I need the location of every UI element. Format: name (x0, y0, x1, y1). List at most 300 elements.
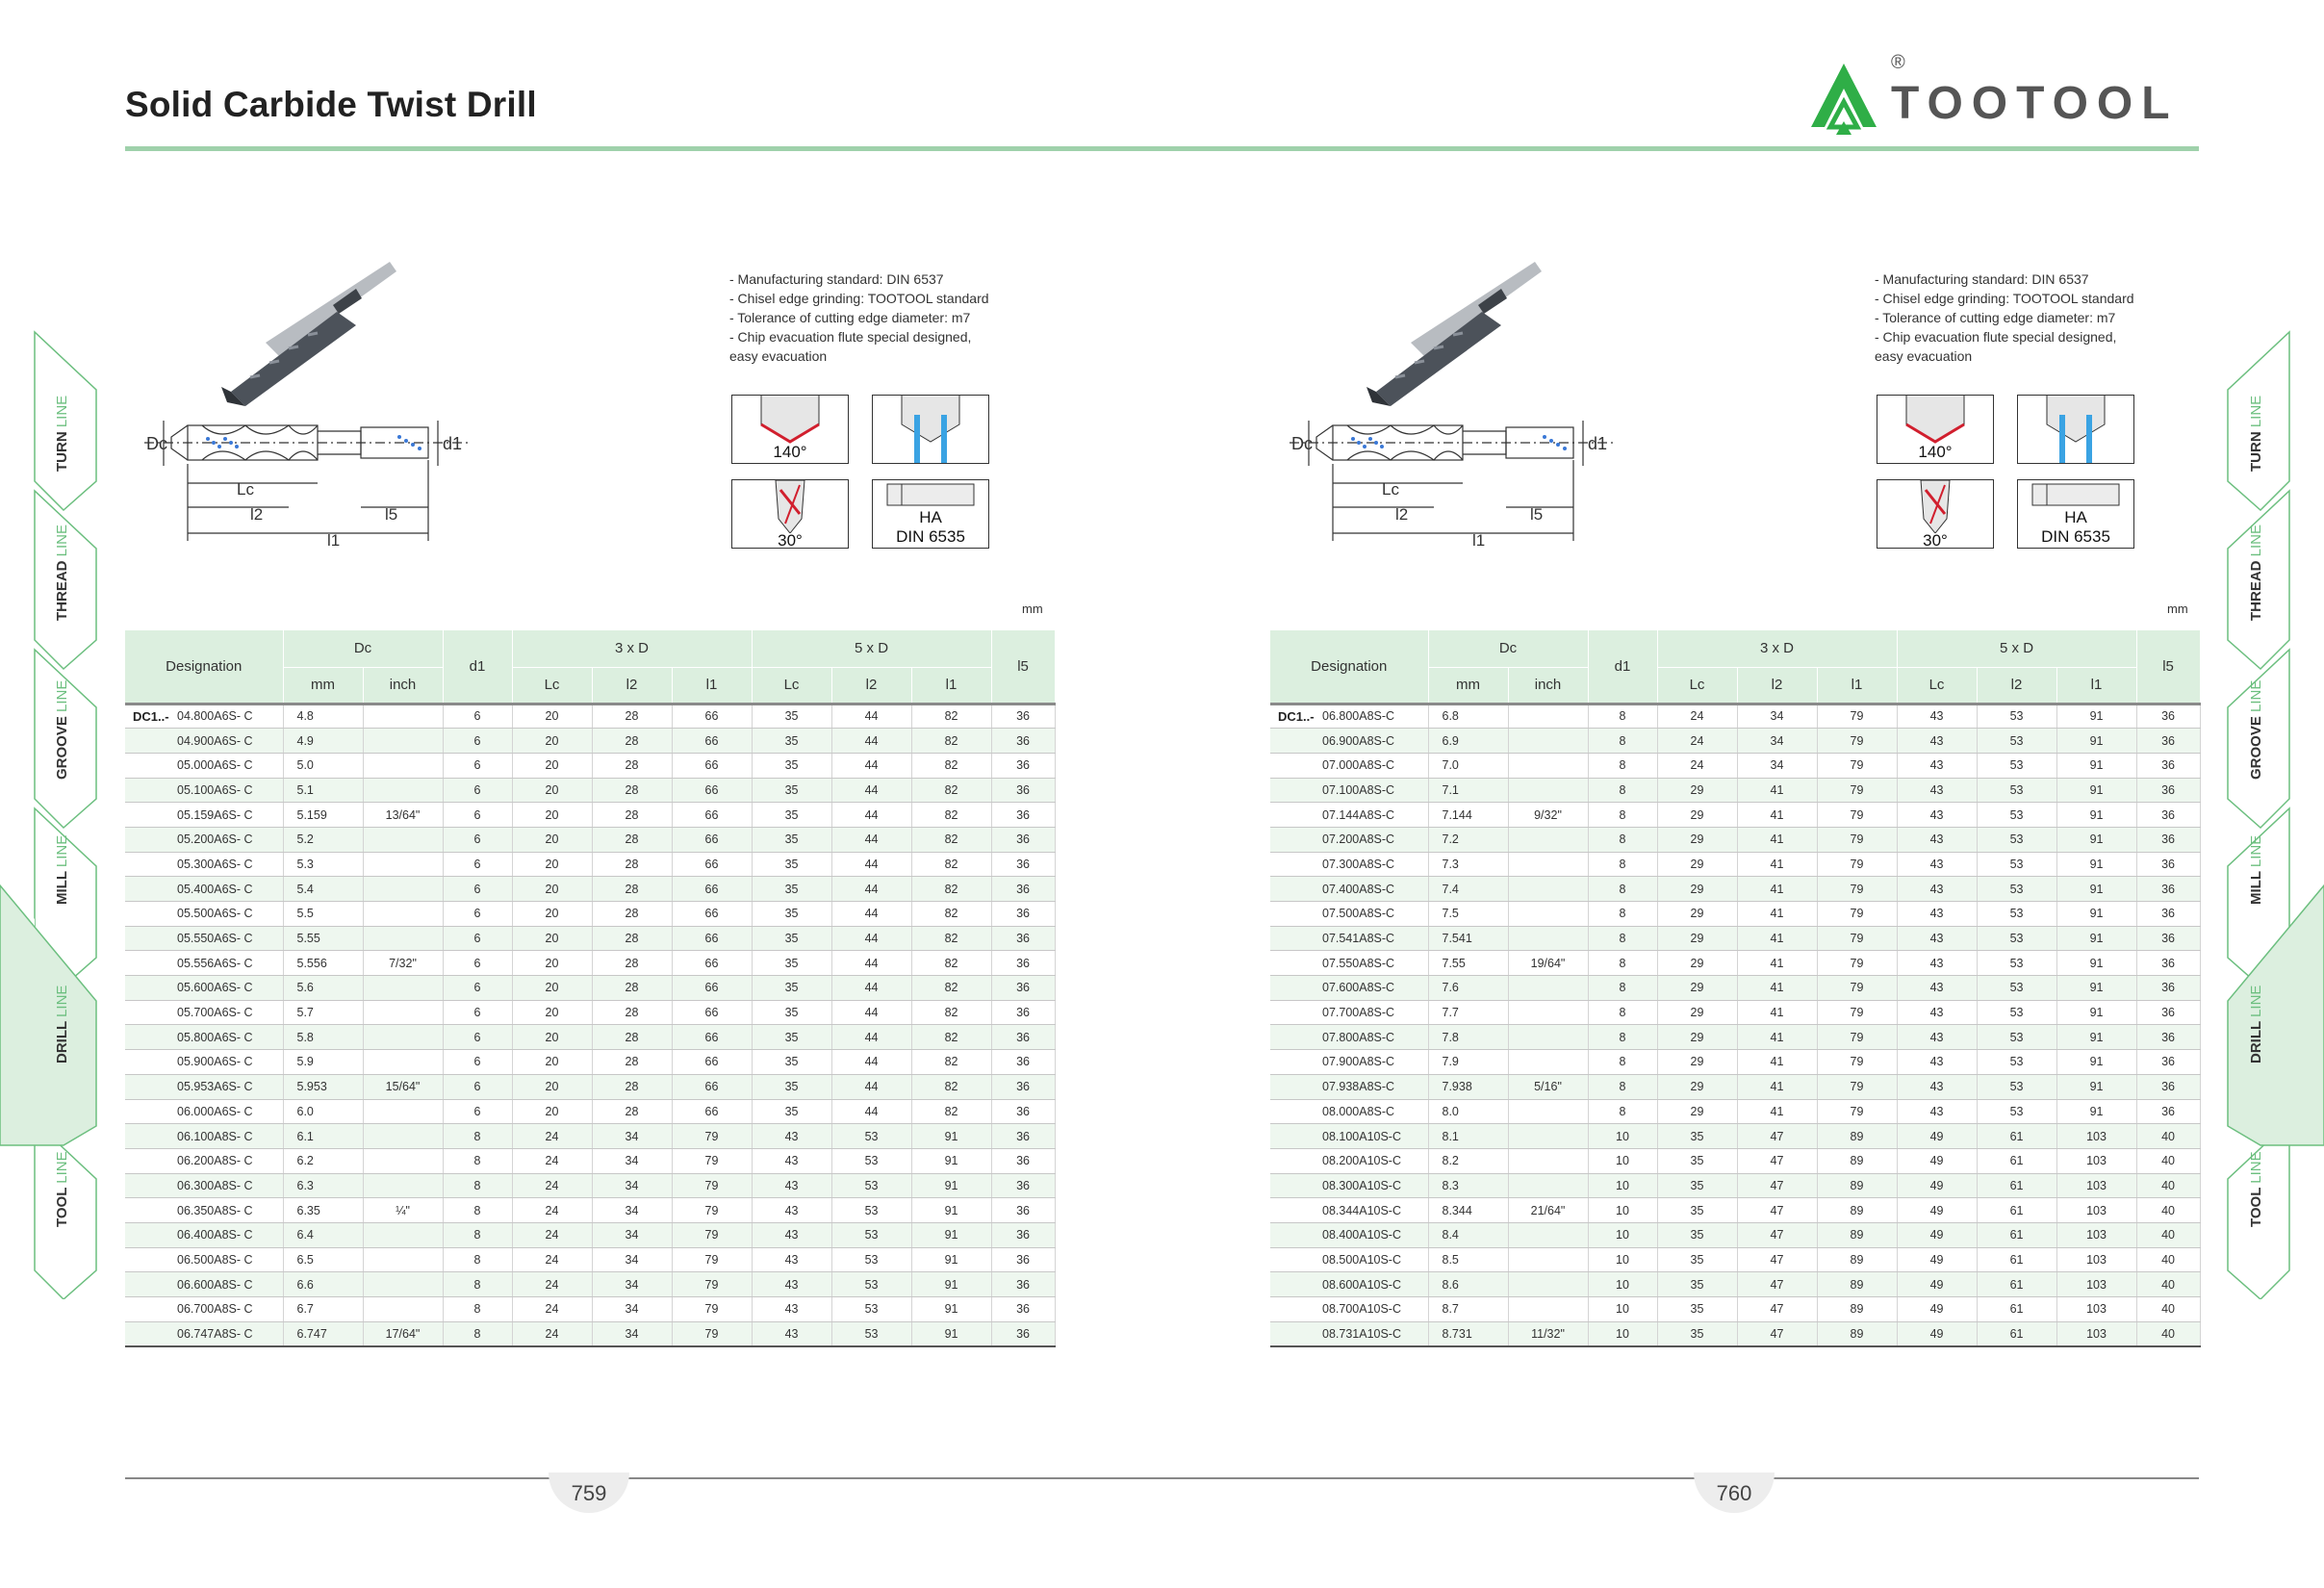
cell-l5: 36 (991, 803, 1055, 828)
table-row (125, 803, 1055, 828)
cell-dc-inch (1508, 1148, 1588, 1173)
cell-l5: 36 (991, 753, 1055, 778)
cell-designation: 05.000A6S- C (173, 753, 283, 778)
cell-l1-3xd: 89 (1817, 1247, 1897, 1272)
cell-l5: 40 (2136, 1198, 2200, 1223)
side-tab-groove-line[interactable] (54, 679, 117, 837)
cell-dc-inch (1508, 852, 1588, 877)
cell-lc-5xd: 35 (752, 1025, 831, 1050)
cell-lc-5xd: 35 (752, 902, 831, 927)
cell-l1-5xd: 91 (2056, 1050, 2136, 1075)
cell-l5: 36 (991, 877, 1055, 902)
cell-lc-5xd: 43 (1897, 1074, 1977, 1099)
cell-l2-3xd: 28 (592, 1050, 672, 1075)
table-row (125, 1000, 1055, 1025)
designation-prefix (125, 976, 173, 1001)
header-lc: Lc (1897, 667, 1977, 704)
cell-dc-mm: 6.6 (283, 1272, 363, 1297)
cell-l1-3xd: 79 (1817, 1000, 1897, 1025)
cell-l2-3xd: 28 (592, 753, 672, 778)
cell-dc-inch (1508, 926, 1588, 951)
dim-lc-label: Lc (237, 480, 254, 499)
header-l5: l5 (2136, 630, 2200, 704)
cell-dc-mm: 5.5 (283, 902, 363, 927)
designation-prefix (125, 1222, 173, 1247)
cell-l2-5xd: 53 (831, 1297, 911, 1322)
cell-dc-inch (363, 852, 443, 877)
cell-l2-3xd: 28 (592, 902, 672, 927)
cell-d1: 6 (443, 1099, 512, 1124)
helix-angle-30-icon (731, 479, 849, 549)
table-row (125, 926, 1055, 951)
table-row (125, 976, 1055, 1001)
cell-l2-3xd: 28 (592, 778, 672, 803)
cell-lc-3xd: 35 (1657, 1148, 1737, 1173)
cell-designation: 07.541A8S-C (1318, 926, 1428, 951)
cell-designation: 05.400A6S- C (173, 877, 283, 902)
cell-dc-inch: 17/64" (363, 1321, 443, 1346)
cell-dc-inch (1508, 1099, 1588, 1124)
cell-l1-5xd: 82 (911, 778, 991, 803)
cell-d1: 8 (443, 1173, 512, 1198)
cell-d1: 6 (443, 1025, 512, 1050)
cell-l2-5xd: 44 (831, 778, 911, 803)
cell-l1-3xd: 89 (1817, 1148, 1897, 1173)
cell-l2-3xd: 28 (592, 704, 672, 729)
cell-dc-inch (363, 976, 443, 1001)
cell-l1-5xd: 103 (2056, 1173, 2136, 1198)
dim-l2-label: l2 (1395, 505, 1409, 524)
cell-l1-5xd: 91 (911, 1222, 991, 1247)
cell-l1-5xd: 82 (911, 803, 991, 828)
cell-dc-inch (1508, 827, 1588, 852)
cell-dc-mm: 8.6 (1428, 1272, 1508, 1297)
cell-dc-inch (1508, 877, 1588, 902)
cell-lc-5xd: 43 (1897, 951, 1977, 976)
cell-designation: 07.700A8S-C (1318, 1000, 1428, 1025)
cell-dc-inch (363, 1148, 443, 1173)
designation-prefix (125, 778, 173, 803)
cell-l5: 36 (2136, 877, 2200, 902)
cell-l2-5xd: 53 (1977, 1050, 2056, 1075)
cell-dc-inch: 7/32" (363, 951, 443, 976)
header-3xd: 3 x D (1657, 630, 1897, 667)
cell-designation: 06.747A8S- C (173, 1321, 283, 1346)
designation-prefix (1270, 1000, 1318, 1025)
tab-label-bold: MILL (2248, 871, 2264, 905)
cell-lc-5xd: 43 (1897, 852, 1977, 877)
cell-l2-5xd: 61 (1977, 1321, 2056, 1346)
cell-l1-5xd: 91 (911, 1148, 991, 1173)
cell-d1: 6 (443, 1000, 512, 1025)
cell-lc-3xd: 29 (1657, 976, 1737, 1001)
cell-l2-5xd: 44 (831, 1099, 911, 1124)
table-row (1270, 1321, 2200, 1346)
cell-lc-5xd: 35 (752, 704, 831, 729)
designation-prefix (1270, 852, 1318, 877)
dim-dc-label: Dc (146, 434, 167, 453)
cell-l2-5xd: 53 (1977, 1025, 2056, 1050)
cell-dc-inch (1508, 902, 1588, 927)
table-row (1270, 827, 2200, 852)
table-row (125, 1148, 1055, 1173)
header-l5: l5 (991, 630, 1055, 704)
cell-designation: 05.159A6S- C (173, 803, 283, 828)
cell-l1-5xd: 91 (911, 1321, 991, 1346)
cell-l1-5xd: 82 (911, 877, 991, 902)
table-row (125, 778, 1055, 803)
cell-l2-3xd: 34 (592, 1124, 672, 1149)
designation-prefix (125, 1050, 173, 1075)
cell-designation: 07.600A8S-C (1318, 976, 1428, 1001)
tab-label-bold: TURN (54, 431, 70, 472)
cell-lc-5xd: 49 (1897, 1247, 1977, 1272)
cell-l2-5xd: 53 (1977, 926, 2056, 951)
cell-dc-inch: 15/64" (363, 1074, 443, 1099)
cell-designation: 08.500A10S-C (1318, 1247, 1428, 1272)
cell-d1: 10 (1588, 1321, 1657, 1346)
cell-d1: 8 (443, 1272, 512, 1297)
cell-designation: 05.550A6S- C (173, 926, 283, 951)
spec-table-left (125, 630, 1056, 1347)
cell-lc-5xd: 35 (752, 1000, 831, 1025)
cell-lc-5xd: 43 (1897, 1000, 1977, 1025)
cell-l1-5xd: 82 (911, 1050, 991, 1075)
table-row (125, 1173, 1055, 1198)
cell-lc-3xd: 29 (1657, 902, 1737, 927)
cell-lc-3xd: 20 (512, 1025, 592, 1050)
cell-l1-3xd: 66 (672, 1000, 752, 1025)
cell-l2-5xd: 44 (831, 827, 911, 852)
cell-l1-3xd: 79 (1817, 1050, 1897, 1075)
cell-dc-inch (1508, 1297, 1588, 1322)
cell-lc-3xd: 24 (512, 1321, 592, 1346)
cell-l2-5xd: 61 (1977, 1272, 2056, 1297)
cell-l1-3xd: 66 (672, 704, 752, 729)
tab-label-light: LINE (2248, 1151, 2264, 1184)
shank-ha-icon (2017, 479, 2134, 549)
cell-dc-mm: 5.1 (283, 778, 363, 803)
cell-dc-mm: 6.8 (1428, 704, 1508, 729)
shank-din-label: DIN 6535 (2041, 527, 2110, 546)
cell-l5: 36 (991, 704, 1055, 729)
cell-l1-3xd: 66 (672, 753, 752, 778)
unit-label-left: mm (1022, 602, 1043, 616)
cell-l2-3xd: 28 (592, 1074, 672, 1099)
cell-dc-inch (363, 1025, 443, 1050)
header-l2: l2 (1977, 667, 2056, 704)
cell-d1: 8 (1588, 827, 1657, 852)
cell-l1-5xd: 91 (2056, 877, 2136, 902)
cell-lc-3xd: 20 (512, 1099, 592, 1124)
cell-l2-3xd: 41 (1737, 1074, 1817, 1099)
tab-label-light: LINE (2248, 679, 2264, 712)
cell-dc-mm: 6.7 (283, 1297, 363, 1322)
cell-l5: 36 (991, 1124, 1055, 1149)
cell-l1-5xd: 103 (2056, 1222, 2136, 1247)
cell-dc-inch (1508, 1025, 1588, 1050)
cell-dc-mm: 5.3 (283, 852, 363, 877)
designation-prefix (125, 1025, 173, 1050)
side-tab-drill-line[interactable] (2248, 986, 2311, 1140)
cell-designation: 07.900A8S-C (1318, 1050, 1428, 1075)
side-tab-groove-line[interactable] (2248, 679, 2311, 837)
cell-designation: 06.600A8S- C (173, 1272, 283, 1297)
tab-label-light: LINE (54, 524, 70, 557)
drill-figure-right (1290, 252, 1655, 551)
tab-label-light: LINE (2248, 834, 2264, 868)
cell-l1-3xd: 66 (672, 803, 752, 828)
cell-lc-3xd: 24 (1657, 729, 1737, 754)
cell-l2-5xd: 44 (831, 729, 911, 754)
cell-lc-5xd: 43 (752, 1222, 831, 1247)
cell-l1-5xd: 82 (911, 753, 991, 778)
side-tab-mill-line[interactable] (2248, 834, 2311, 996)
cell-designation: 08.700A10S-C (1318, 1297, 1428, 1322)
cell-dc-mm: 7.5 (1428, 902, 1508, 927)
side-tab-mill-line[interactable] (54, 834, 117, 996)
drill-photo-icon (221, 262, 396, 406)
cell-designation: 05.300A6S- C (173, 852, 283, 877)
side-tab-thread-line[interactable] (2248, 525, 2311, 679)
cell-designation: 04.900A6S- C (173, 729, 283, 754)
cell-dc-mm: 7.3 (1428, 852, 1508, 877)
cell-l1-5xd: 91 (2056, 951, 2136, 976)
side-tab-turn-line[interactable] (54, 366, 117, 520)
spec-list-right (1875, 269, 2134, 366)
cell-l2-3xd: 47 (1737, 1247, 1817, 1272)
header-l2: l2 (831, 667, 911, 704)
cell-l5: 40 (2136, 1148, 2200, 1173)
drill-figure-left (144, 252, 510, 551)
cell-dc-inch (363, 1099, 443, 1124)
cell-dc-inch (363, 753, 443, 778)
cell-lc-5xd: 43 (1897, 976, 1977, 1001)
cell-l2-5xd: 53 (831, 1148, 911, 1173)
cell-lc-3xd: 29 (1657, 926, 1737, 951)
cell-dc-inch (363, 729, 443, 754)
cell-dc-mm: 7.6 (1428, 976, 1508, 1001)
cell-l5: 36 (991, 926, 1055, 951)
designation-prefix (1270, 729, 1318, 754)
designation-prefix (1270, 1099, 1318, 1124)
cell-l2-5xd: 53 (1977, 877, 2056, 902)
cell-lc-5xd: 43 (1897, 704, 1977, 729)
cell-l1-3xd: 79 (1817, 827, 1897, 852)
cell-l2-3xd: 34 (1737, 729, 1817, 754)
cell-l2-5xd: 61 (1977, 1124, 2056, 1149)
drill-dimension-drawing (144, 421, 472, 541)
cell-dc-mm: 7.7 (1428, 1000, 1508, 1025)
cell-l5: 36 (991, 1173, 1055, 1198)
cell-l2-3xd: 28 (592, 926, 672, 951)
cell-l2-5xd: 53 (831, 1247, 911, 1272)
header-5xd: 5 x D (1897, 630, 2136, 667)
cell-designation: 07.300A8S-C (1318, 852, 1428, 877)
cell-l2-3xd: 47 (1737, 1321, 1817, 1346)
cell-l1-5xd: 91 (2056, 976, 2136, 1001)
cell-d1: 6 (443, 1050, 512, 1075)
designation-prefix (1270, 877, 1318, 902)
designation-prefix (125, 877, 173, 902)
cell-l1-3xd: 79 (1817, 1025, 1897, 1050)
table-row (1270, 877, 2200, 902)
cell-l2-3xd: 34 (1737, 704, 1817, 729)
cell-l2-5xd: 53 (1977, 976, 2056, 1001)
cell-l2-3xd: 28 (592, 827, 672, 852)
tab-label-light: LINE (54, 834, 70, 868)
cell-l2-5xd: 53 (831, 1222, 911, 1247)
cell-dc-inch (363, 1222, 443, 1247)
designation-prefix (125, 1297, 173, 1322)
cell-l2-5xd: 53 (1977, 803, 2056, 828)
tab-label-light: LINE (54, 395, 70, 428)
cell-l2-3xd: 34 (592, 1148, 672, 1173)
cell-d1: 8 (1588, 976, 1657, 1001)
cell-d1: 8 (1588, 1000, 1657, 1025)
spec-line: easy evacuation (1875, 348, 1973, 364)
side-tab-drill-line[interactable] (54, 986, 117, 1140)
coolant-channel-icon (2017, 395, 2134, 464)
cell-dc-inch: 9/32" (1508, 803, 1588, 828)
side-tab-tool-line[interactable] (2248, 1151, 2311, 1309)
cell-l1-3xd: 66 (672, 729, 752, 754)
cell-dc-mm: 5.4 (283, 877, 363, 902)
table-row (1270, 803, 2200, 828)
cell-d1: 8 (443, 1321, 512, 1346)
tab-label-light: LINE (2248, 524, 2264, 557)
cell-dc-inch (363, 704, 443, 729)
cell-dc-mm: 7.144 (1428, 803, 1508, 828)
tab-label-light: LINE (2248, 395, 2264, 428)
cell-dc-inch (363, 902, 443, 927)
table-row (1270, 926, 2200, 951)
cell-lc-5xd: 43 (752, 1198, 831, 1223)
cell-l5: 36 (991, 1099, 1055, 1124)
side-tab-tool-line[interactable] (54, 1151, 117, 1309)
cell-l1-5xd: 82 (911, 1025, 991, 1050)
cell-lc-5xd: 43 (1897, 902, 1977, 927)
spec-line: - Chip evacuation flute special designed, (1875, 329, 2117, 345)
spec-list-left (729, 269, 989, 366)
cell-l5: 36 (2136, 852, 2200, 877)
cell-lc-3xd: 24 (512, 1247, 592, 1272)
cell-lc-3xd: 24 (512, 1198, 592, 1223)
cell-d1: 8 (1588, 852, 1657, 877)
side-tab-thread-line[interactable] (54, 525, 117, 679)
cell-l2-5xd: 53 (1977, 1074, 2056, 1099)
designation-prefix (125, 951, 173, 976)
header-l1: l1 (2056, 667, 2136, 704)
cell-l2-3xd: 41 (1737, 1025, 1817, 1050)
cell-l2-5xd: 44 (831, 926, 911, 951)
table-row (1270, 1247, 2200, 1272)
cell-dc-inch (1508, 976, 1588, 1001)
cell-dc-inch (363, 1247, 443, 1272)
cell-designation: 06.200A8S- C (173, 1148, 283, 1173)
table-row (1270, 1050, 2200, 1075)
cell-designation: 05.900A6S- C (173, 1050, 283, 1075)
cell-l2-3xd: 28 (592, 803, 672, 828)
cell-l5: 36 (991, 1272, 1055, 1297)
cell-l2-3xd: 28 (592, 951, 672, 976)
cell-l1-3xd: 89 (1817, 1272, 1897, 1297)
tab-label-light: LINE (54, 1151, 70, 1184)
cell-designation: 08.344A10S-C (1318, 1198, 1428, 1223)
cell-lc-5xd: 43 (1897, 1025, 1977, 1050)
cell-dc-inch: 19/64" (1508, 951, 1588, 976)
designation-prefix (1270, 1173, 1318, 1198)
tab-label-bold: DRILL (54, 1021, 70, 1063)
cell-l1-5xd: 91 (2056, 827, 2136, 852)
cell-d1: 8 (1588, 778, 1657, 803)
cell-designation: 06.800A8S-C (1318, 704, 1428, 729)
cell-l1-3xd: 66 (672, 778, 752, 803)
cell-designation: 05.100A6S- C (173, 778, 283, 803)
cell-l2-5xd: 53 (1977, 1099, 2056, 1124)
cell-l2-5xd: 44 (831, 951, 911, 976)
cell-lc-3xd: 29 (1657, 827, 1737, 852)
cell-l2-3xd: 41 (1737, 1050, 1817, 1075)
cell-lc-5xd: 35 (752, 976, 831, 1001)
cell-d1: 10 (1588, 1198, 1657, 1223)
tab-label-bold: TURN (2248, 431, 2264, 472)
cell-l1-3xd: 66 (672, 926, 752, 951)
designation-prefix (1270, 1222, 1318, 1247)
cell-l1-5xd: 103 (2056, 1198, 2136, 1223)
cell-d1: 8 (1588, 803, 1657, 828)
side-tab-turn-line[interactable] (2248, 366, 2311, 520)
cell-designation: 05.700A6S- C (173, 1000, 283, 1025)
cell-designation: 05.600A6S- C (173, 976, 283, 1001)
table-row (125, 1025, 1055, 1050)
cell-designation: 06.000A6S- C (173, 1099, 283, 1124)
table-row (125, 1321, 1055, 1346)
cell-designation: 08.200A10S-C (1318, 1148, 1428, 1173)
cell-dc-mm: 5.6 (283, 976, 363, 1001)
table-row (125, 852, 1055, 877)
designation-prefix (125, 1321, 173, 1346)
cell-l1-5xd: 91 (911, 1198, 991, 1223)
cell-lc-3xd: 29 (1657, 877, 1737, 902)
cell-lc-3xd: 35 (1657, 1247, 1737, 1272)
cell-l2-3xd: 28 (592, 976, 672, 1001)
table-row (1270, 1025, 2200, 1050)
table-row (1270, 951, 2200, 976)
cell-l1-3xd: 79 (672, 1198, 752, 1223)
designation-prefix (125, 803, 173, 828)
header-l1: l1 (1817, 667, 1897, 704)
cell-l1-3xd: 79 (672, 1222, 752, 1247)
cell-l2-5xd: 44 (831, 976, 911, 1001)
cell-dc-mm: 8.3 (1428, 1173, 1508, 1198)
cell-l1-3xd: 66 (672, 1074, 752, 1099)
cell-lc-3xd: 24 (512, 1222, 592, 1247)
cell-l5: 36 (991, 778, 1055, 803)
spec-line: easy evacuation (729, 348, 828, 364)
logo-mark-icon (1811, 64, 1877, 135)
cell-dc-mm: 6.1 (283, 1124, 363, 1149)
cell-l1-3xd: 79 (1817, 729, 1897, 754)
cell-lc-3xd: 20 (512, 852, 592, 877)
spec-line: - Manufacturing standard: DIN 6537 (729, 271, 944, 287)
cell-designation: 08.100A10S-C (1318, 1124, 1428, 1149)
cell-dc-mm: 5.7 (283, 1000, 363, 1025)
cell-l2-5xd: 61 (1977, 1148, 2056, 1173)
cell-lc-3xd: 24 (512, 1173, 592, 1198)
cell-l1-5xd: 91 (2056, 902, 2136, 927)
cell-d1: 8 (1588, 1050, 1657, 1075)
